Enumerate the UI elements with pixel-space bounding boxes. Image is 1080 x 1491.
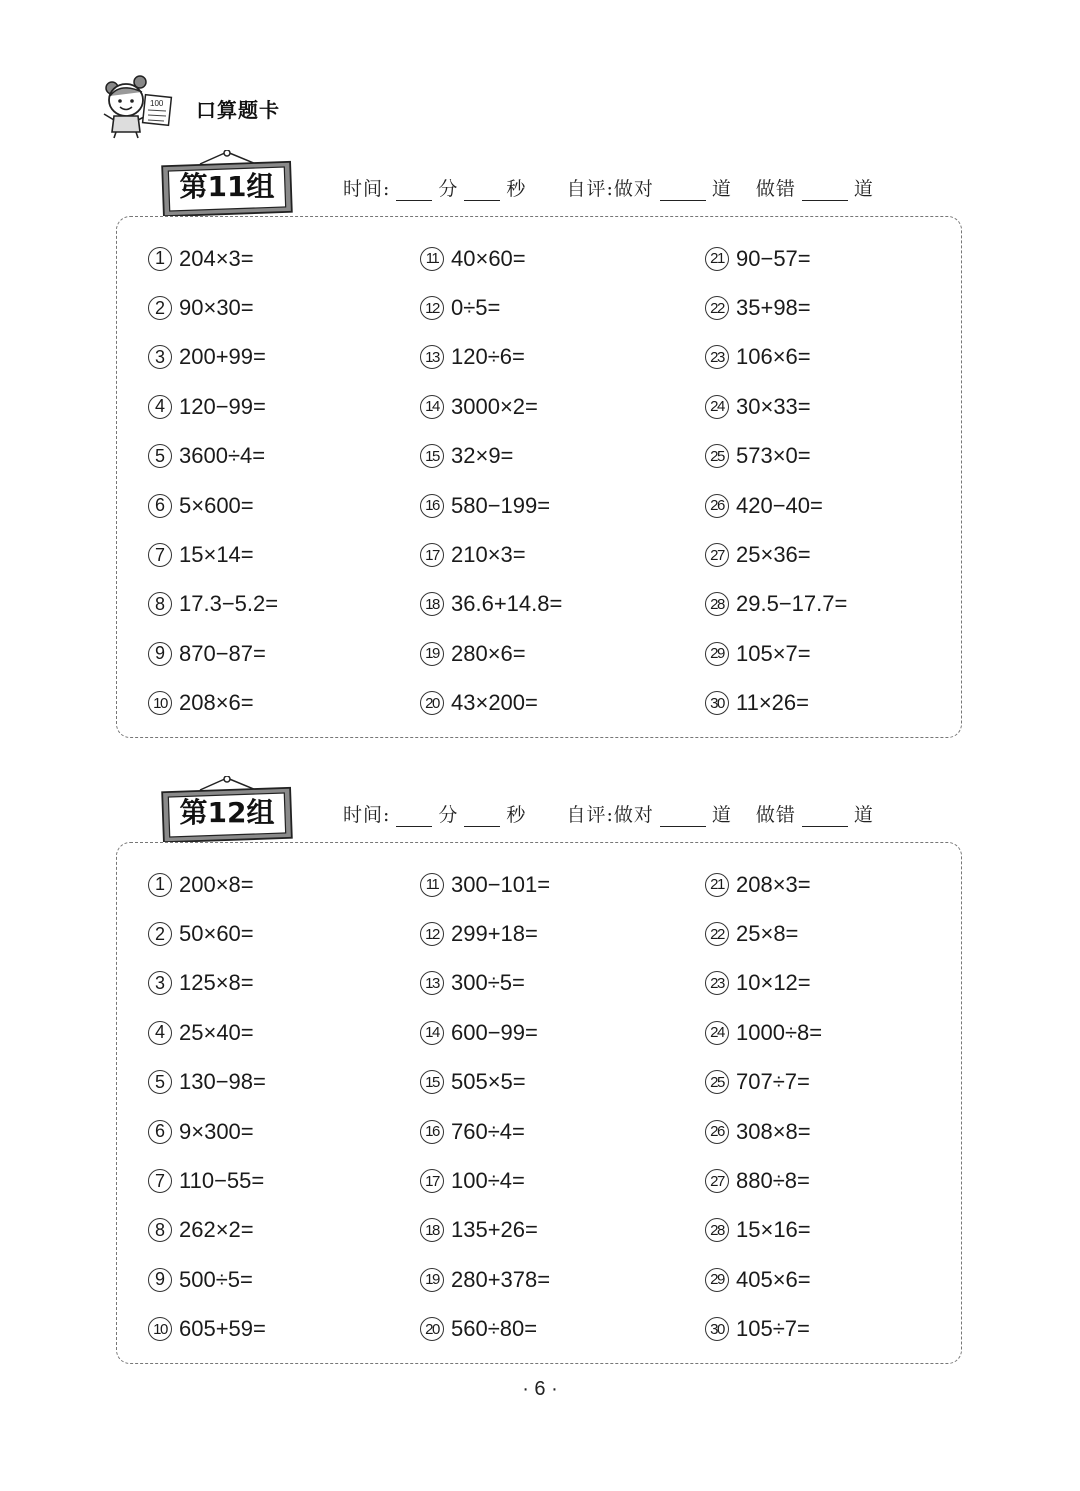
problem-expression: 106×6= [736,344,811,370]
problem-expression: 40×60= [451,245,526,271]
problem-expression: 300÷5= [451,970,525,996]
problem-expression: 3000×2= [451,393,538,419]
problem-item [420,629,562,678]
problems-column-2 [420,860,550,1354]
score-line [343,174,983,202]
problem-expression: 110−55= [179,1168,265,1194]
minutes-label: 分 [438,804,459,826]
problem-number-circle: 19 [420,1268,444,1292]
seconds-label: 秒 [506,178,527,200]
problem-expression: 210×3= [451,542,526,568]
problem-item [420,481,562,530]
time-label: 时间: [343,178,391,200]
problem-item [420,382,562,431]
group-label: 第12组 [179,796,275,829]
problem-expression: 29.5−17.7= [736,591,848,617]
problem-item [705,234,847,283]
problem-expression: 200×8= [179,871,254,897]
problem-expression: 120÷6= [451,344,525,370]
problem-expression: 9×300= [179,1118,254,1144]
problem-expression: 573×0= [736,443,811,469]
wrong-unit-label: 道 [853,178,874,200]
problem-expression: 17.3−5.2= [179,591,279,617]
problem-item [148,1008,266,1057]
problem-expression: 208×6= [179,690,254,716]
problem-expression: 100÷4= [451,1168,525,1194]
problem-number-circle: 24 [705,395,729,419]
problem-number-circle: 27 [705,543,729,567]
problem-expression: 35+98= [736,295,811,321]
problem-item [705,1255,822,1304]
correct-unit-label: 道 [711,804,732,826]
problem-expression: 204×3= [179,245,254,271]
problem-item [148,1156,266,1205]
problem-number-circle: 26 [705,1120,729,1144]
problem-number-circle: 23 [705,345,729,369]
problem-expression: 30×33= [736,393,811,419]
problem-number-circle: 4 [148,1021,172,1045]
problem-expression: 43×200= [451,690,538,716]
problem-item [705,333,847,382]
problem-item [420,432,562,481]
problem-expression: 420−40= [736,492,823,518]
problem-number-circle: 5 [148,444,172,468]
problem-number-circle: 9 [148,642,172,666]
problem-expression: 707÷7= [736,1069,810,1095]
problems-column-3 [705,860,822,1354]
problem-item [705,629,847,678]
problem-item [705,1058,822,1107]
problem-expression: 560÷80= [451,1316,538,1342]
problem-item [148,1107,266,1156]
problem-item [148,1206,266,1255]
problem-number-circle: 20 [420,1317,444,1341]
wrong-count-blank[interactable] [802,180,848,201]
problem-expression: 125×8= [179,970,254,996]
problem-item [705,959,822,1008]
problems-column-1 [148,234,278,728]
problem-item [420,679,562,728]
problem-number-circle: 28 [705,1218,729,1242]
self-eval-correct-label: 自评:做对 [566,178,654,200]
problem-expression: 299+18= [451,921,538,947]
time-label: 时间: [343,804,391,826]
problem-item [705,382,847,431]
correct-count-blank[interactable] [660,180,706,201]
problem-item [148,580,278,629]
problem-item [705,530,847,579]
wrong-count-blank[interactable] [802,806,848,827]
problem-expression: 90−57= [736,245,811,271]
problem-number-circle: 5 [148,1070,172,1094]
problem-item [420,1305,550,1354]
problem-number-circle: 30 [705,1317,729,1341]
problem-expression: 36.6+14.8= [451,591,563,617]
problem-number-circle: 7 [148,1169,172,1193]
problem-number-circle: 12 [420,296,444,320]
problem-number-circle: 6 [148,1120,172,1144]
problem-number-circle: 29 [705,642,729,666]
problem-number-circle: 2 [148,296,172,320]
problem-expression: 105÷7= [736,1316,810,1342]
problem-expression: 50×60= [179,921,254,947]
problem-expression: 25×8= [736,921,799,947]
problem-number-circle: 13 [420,971,444,995]
problem-item [705,481,847,530]
problem-item [420,234,562,283]
problem-expression: 500÷5= [179,1266,253,1292]
group-label: 第11组 [179,170,275,203]
problem-expression: 105×7= [736,640,811,666]
problem-item [420,1255,550,1304]
problem-item [148,530,278,579]
problem-expression: 32×9= [451,443,514,469]
problem-item [705,909,822,958]
problem-number-circle: 23 [705,971,729,995]
problem-expression: 405×6= [736,1266,811,1292]
girl-holding-score-100-icon [100,74,174,140]
problem-item [420,580,562,629]
problem-number-circle: 4 [148,395,172,419]
problem-number-circle: 22 [705,296,729,320]
problem-number-circle: 13 [420,345,444,369]
problem-number-circle: 17 [420,543,444,567]
problem-number-circle: 9 [148,1268,172,1292]
problem-item [705,1008,822,1057]
minutes-blank[interactable] [396,180,432,201]
problem-number-circle: 28 [705,592,729,616]
problem-number-circle: 11 [420,873,444,897]
problem-number-circle: 3 [148,971,172,995]
problem-number-circle: 29 [705,1268,729,1292]
self-eval-correct-label: 自评:做对 [566,804,654,826]
problem-item [148,1255,266,1304]
problem-number-circle: 19 [420,642,444,666]
problem-item [148,959,266,1008]
exercise-group-12 [0,766,1080,1366]
wrong-unit-label: 道 [853,804,874,826]
problem-expression: 1000÷8= [736,1019,823,1045]
problems-column-3 [705,234,847,728]
problem-expression: 280×6= [451,640,526,666]
problem-expression: 262×2= [179,1217,254,1243]
problem-item [420,1156,550,1205]
problem-number-circle: 27 [705,1169,729,1193]
problem-number-circle: 21 [705,873,729,897]
problem-item [705,283,847,332]
problem-item [420,1107,550,1156]
problem-number-circle: 24 [705,1021,729,1045]
problem-expression: 880÷8= [736,1168,810,1194]
problem-number-circle: 25 [705,444,729,468]
exercise-group-11 [0,140,1080,740]
problem-expression: 208×3= [736,871,811,897]
problem-item [148,432,278,481]
problem-expression: 15×14= [179,542,254,568]
problem-number-circle: 25 [705,1070,729,1094]
problem-expression: 870−87= [179,640,266,666]
score-line [343,800,983,828]
problem-expression: 25×36= [736,542,811,568]
problem-number-circle: 20 [420,691,444,715]
problem-number-circle: 1 [148,247,172,271]
problem-expression: 3600÷4= [179,443,266,469]
problem-number-circle: 17 [420,1169,444,1193]
problem-number-circle: 10 [148,691,172,715]
problem-expression: 10×12= [736,970,811,996]
problem-item [148,333,278,382]
correct-count-blank[interactable] [660,806,706,827]
problem-expression: 300−101= [451,871,551,897]
problem-number-circle: 3 [148,345,172,369]
problem-expression: 11×26= [736,690,810,716]
problem-item [420,959,550,1008]
problem-item [420,530,562,579]
problem-item [420,1058,550,1107]
problem-number-circle: 18 [420,1218,444,1242]
problem-expression: 120−99= [179,393,266,419]
problem-number-circle: 8 [148,592,172,616]
problem-expression: 505×5= [451,1069,526,1095]
problem-expression: 135+26= [451,1217,538,1243]
problem-item [420,333,562,382]
problem-number-circle: 22 [705,922,729,946]
problem-number-circle: 16 [420,494,444,518]
problem-number-circle: 7 [148,543,172,567]
problem-expression: 130−98= [179,1069,266,1095]
seconds-blank[interactable] [464,180,500,201]
problem-number-circle: 26 [705,494,729,518]
problem-expression: 580−199= [451,492,551,518]
problem-item [148,382,278,431]
problem-expression: 600−99= [451,1019,538,1045]
problem-item [148,1305,266,1354]
seconds-blank[interactable] [464,806,500,827]
minutes-label: 分 [438,178,459,200]
problem-expression: 760÷4= [451,1118,525,1144]
problem-item [420,1008,550,1057]
problem-item [148,679,278,728]
problem-expression: 5×600= [179,492,254,518]
problem-expression: 15×16= [736,1217,811,1243]
problem-item [420,860,550,909]
seconds-label: 秒 [506,804,527,826]
problem-number-circle: 16 [420,1120,444,1144]
problem-number-circle: 2 [148,922,172,946]
problem-item [705,860,822,909]
problem-item [705,679,847,728]
problem-item [705,1107,822,1156]
problem-item [148,909,266,958]
problem-number-circle: 21 [705,247,729,271]
problem-number-circle: 14 [420,1021,444,1045]
problem-number-circle: 14 [420,395,444,419]
page-title: 口算题卡 [196,98,280,122]
problem-number-circle: 1 [148,873,172,897]
problem-expression: 25×40= [179,1019,254,1045]
problem-expression: 0÷5= [451,295,501,321]
problem-item [148,629,278,678]
problem-item [148,481,278,530]
problem-number-circle: 11 [420,247,444,271]
problem-item [148,860,266,909]
problem-number-circle: 30 [705,691,729,715]
problem-item [705,1305,822,1354]
problem-item [420,909,550,958]
problem-item [705,1156,822,1205]
problem-number-circle: 15 [420,1070,444,1094]
problem-expression: 200+99= [179,344,266,370]
problems-column-1 [148,860,266,1354]
problem-expression: 308×8= [736,1118,811,1144]
problem-number-circle: 18 [420,592,444,616]
problem-number-circle: 15 [420,444,444,468]
problem-item [148,283,278,332]
problem-item [148,1058,266,1107]
problem-item [148,234,278,283]
minutes-blank[interactable] [396,806,432,827]
problem-number-circle: 6 [148,494,172,518]
wrong-label: 做错 [755,804,796,826]
problem-expression: 605+59= [179,1316,266,1342]
problem-item [705,1206,822,1255]
problem-item [420,1206,550,1255]
problem-expression: 90×30= [179,295,254,321]
problems-column-2 [420,234,562,728]
problem-number-circle: 8 [148,1218,172,1242]
svg-text:100: 100 [150,99,164,108]
problem-expression: 280+378= [451,1266,551,1292]
page-number: · 6 · [522,1378,558,1400]
problem-item [705,432,847,481]
problem-number-circle: 10 [148,1317,172,1341]
problem-item [420,283,562,332]
correct-unit-label: 道 [711,178,732,200]
problem-number-circle: 12 [420,922,444,946]
problem-item [705,580,847,629]
wrong-label: 做错 [755,178,796,200]
